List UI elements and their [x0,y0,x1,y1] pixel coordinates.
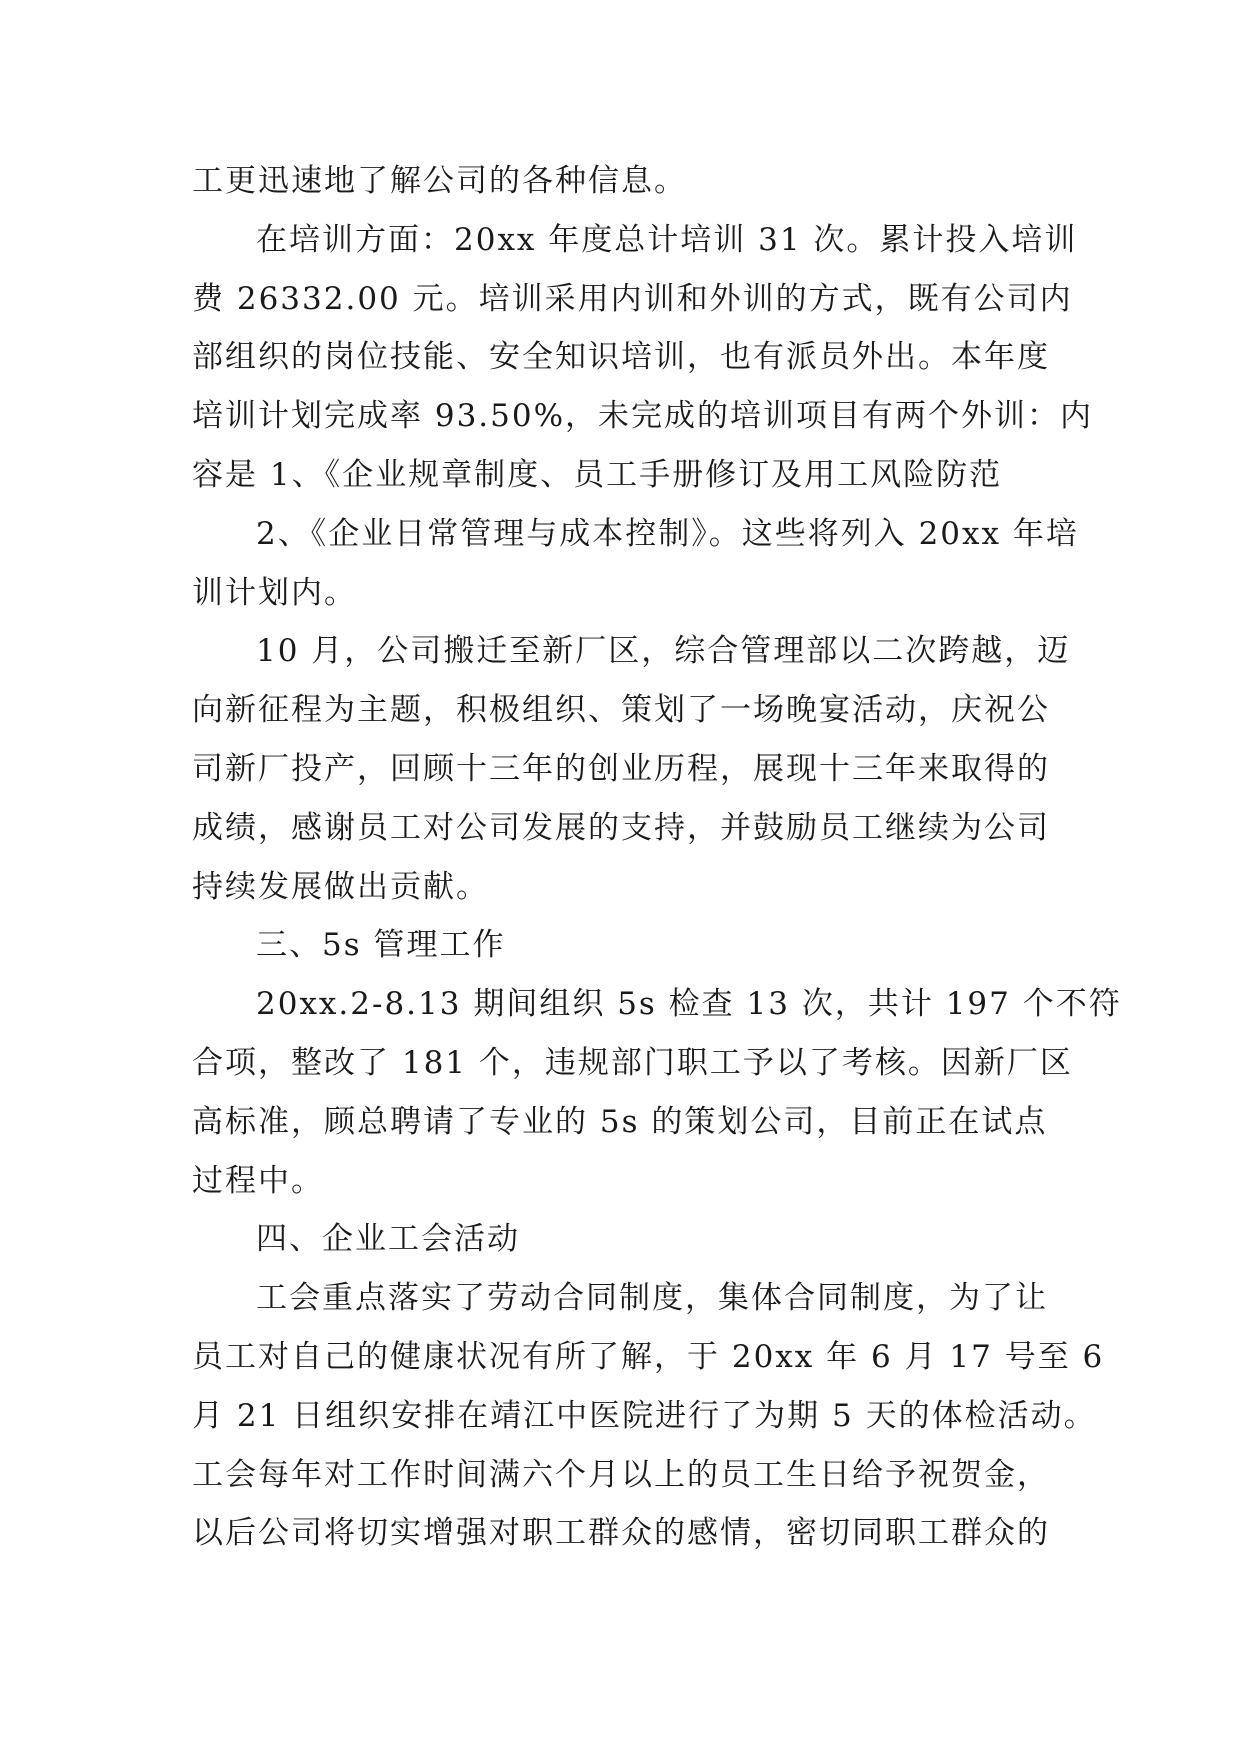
text-line: 月 21 日组织安排在靖江中医院进行了为期 5 天的体检活动。 [192,1397,1097,1434]
text-line: 训计划内。 [192,574,357,611]
section-heading: 四、企业工会活动 [256,1221,520,1258]
body-text [192,152,1122,1563]
text-line: 10 月，公司搬迁至新厂区，综合管理部以二次跨越，迈 [256,633,1071,670]
text-line: 工会重点落实了劳动合同制度，集体合同制度，为了让 [256,1280,1048,1317]
text-line: 容是 1、《企业规章制度、员工手册修订及用工风险防范 [192,456,1003,493]
text-line: 20xx.2-8.13 期间组织 5s 检查 13 次，共计 197 个不符 [256,986,1122,1023]
text-line: 工更迅速地了解公司的各种信息。 [192,163,687,199]
text-line: 2、《企业日常管理与成本控制》。这些将列入 20xx 年培 [256,515,1079,552]
text-line: 合项，整改了 181 个，违规部门职工予以了考核。因新厂区 [192,1044,1073,1081]
text-line: 工会每年对工作时间满六个月以上的员工生日给予祝贺金， [192,1456,1050,1493]
text-line: 在培训方面：20xx 年度总计培训 31 次。累计投入培训 [256,221,1078,258]
text-line: 成绩，感谢员工对公司发展的支持，并鼓励员工继续为公司 [192,809,1050,846]
text-line: 向新征程为主题，积极组织、策划了一场晚宴活动，庆祝公 [192,692,1050,729]
text-line: 部组织的岗位技能、安全知识培训，也有派员外出。本年度 [192,339,1050,376]
text-line: 以后公司将切实增强对职工群众的感情，密切同职工群众的 [192,1515,1050,1552]
text-line: 费 26332.00 元。培训采用内训和外训的方式，既有公司内 [192,280,1073,317]
text-line: 持续发展做出贡献。 [192,868,489,905]
text-line: 高标准，顾总聘请了专业的 5s 的策划公司，目前正在试点 [192,1103,1048,1140]
text-line: 员工对自己的健康状况有所了解，于 20xx 年 6 月 17 号至 6 [192,1338,1105,1375]
text-line: 培训计划完成率 93.50%，未完成的培训项目有两个外训：内 [192,398,1094,435]
text-line: 过程中。 [192,1162,324,1199]
section-heading: 三、5s 管理工作 [256,927,506,964]
text-line: 司新厂投产，回顾十三年的创业历程，展现十三年来取得的 [192,750,1050,787]
